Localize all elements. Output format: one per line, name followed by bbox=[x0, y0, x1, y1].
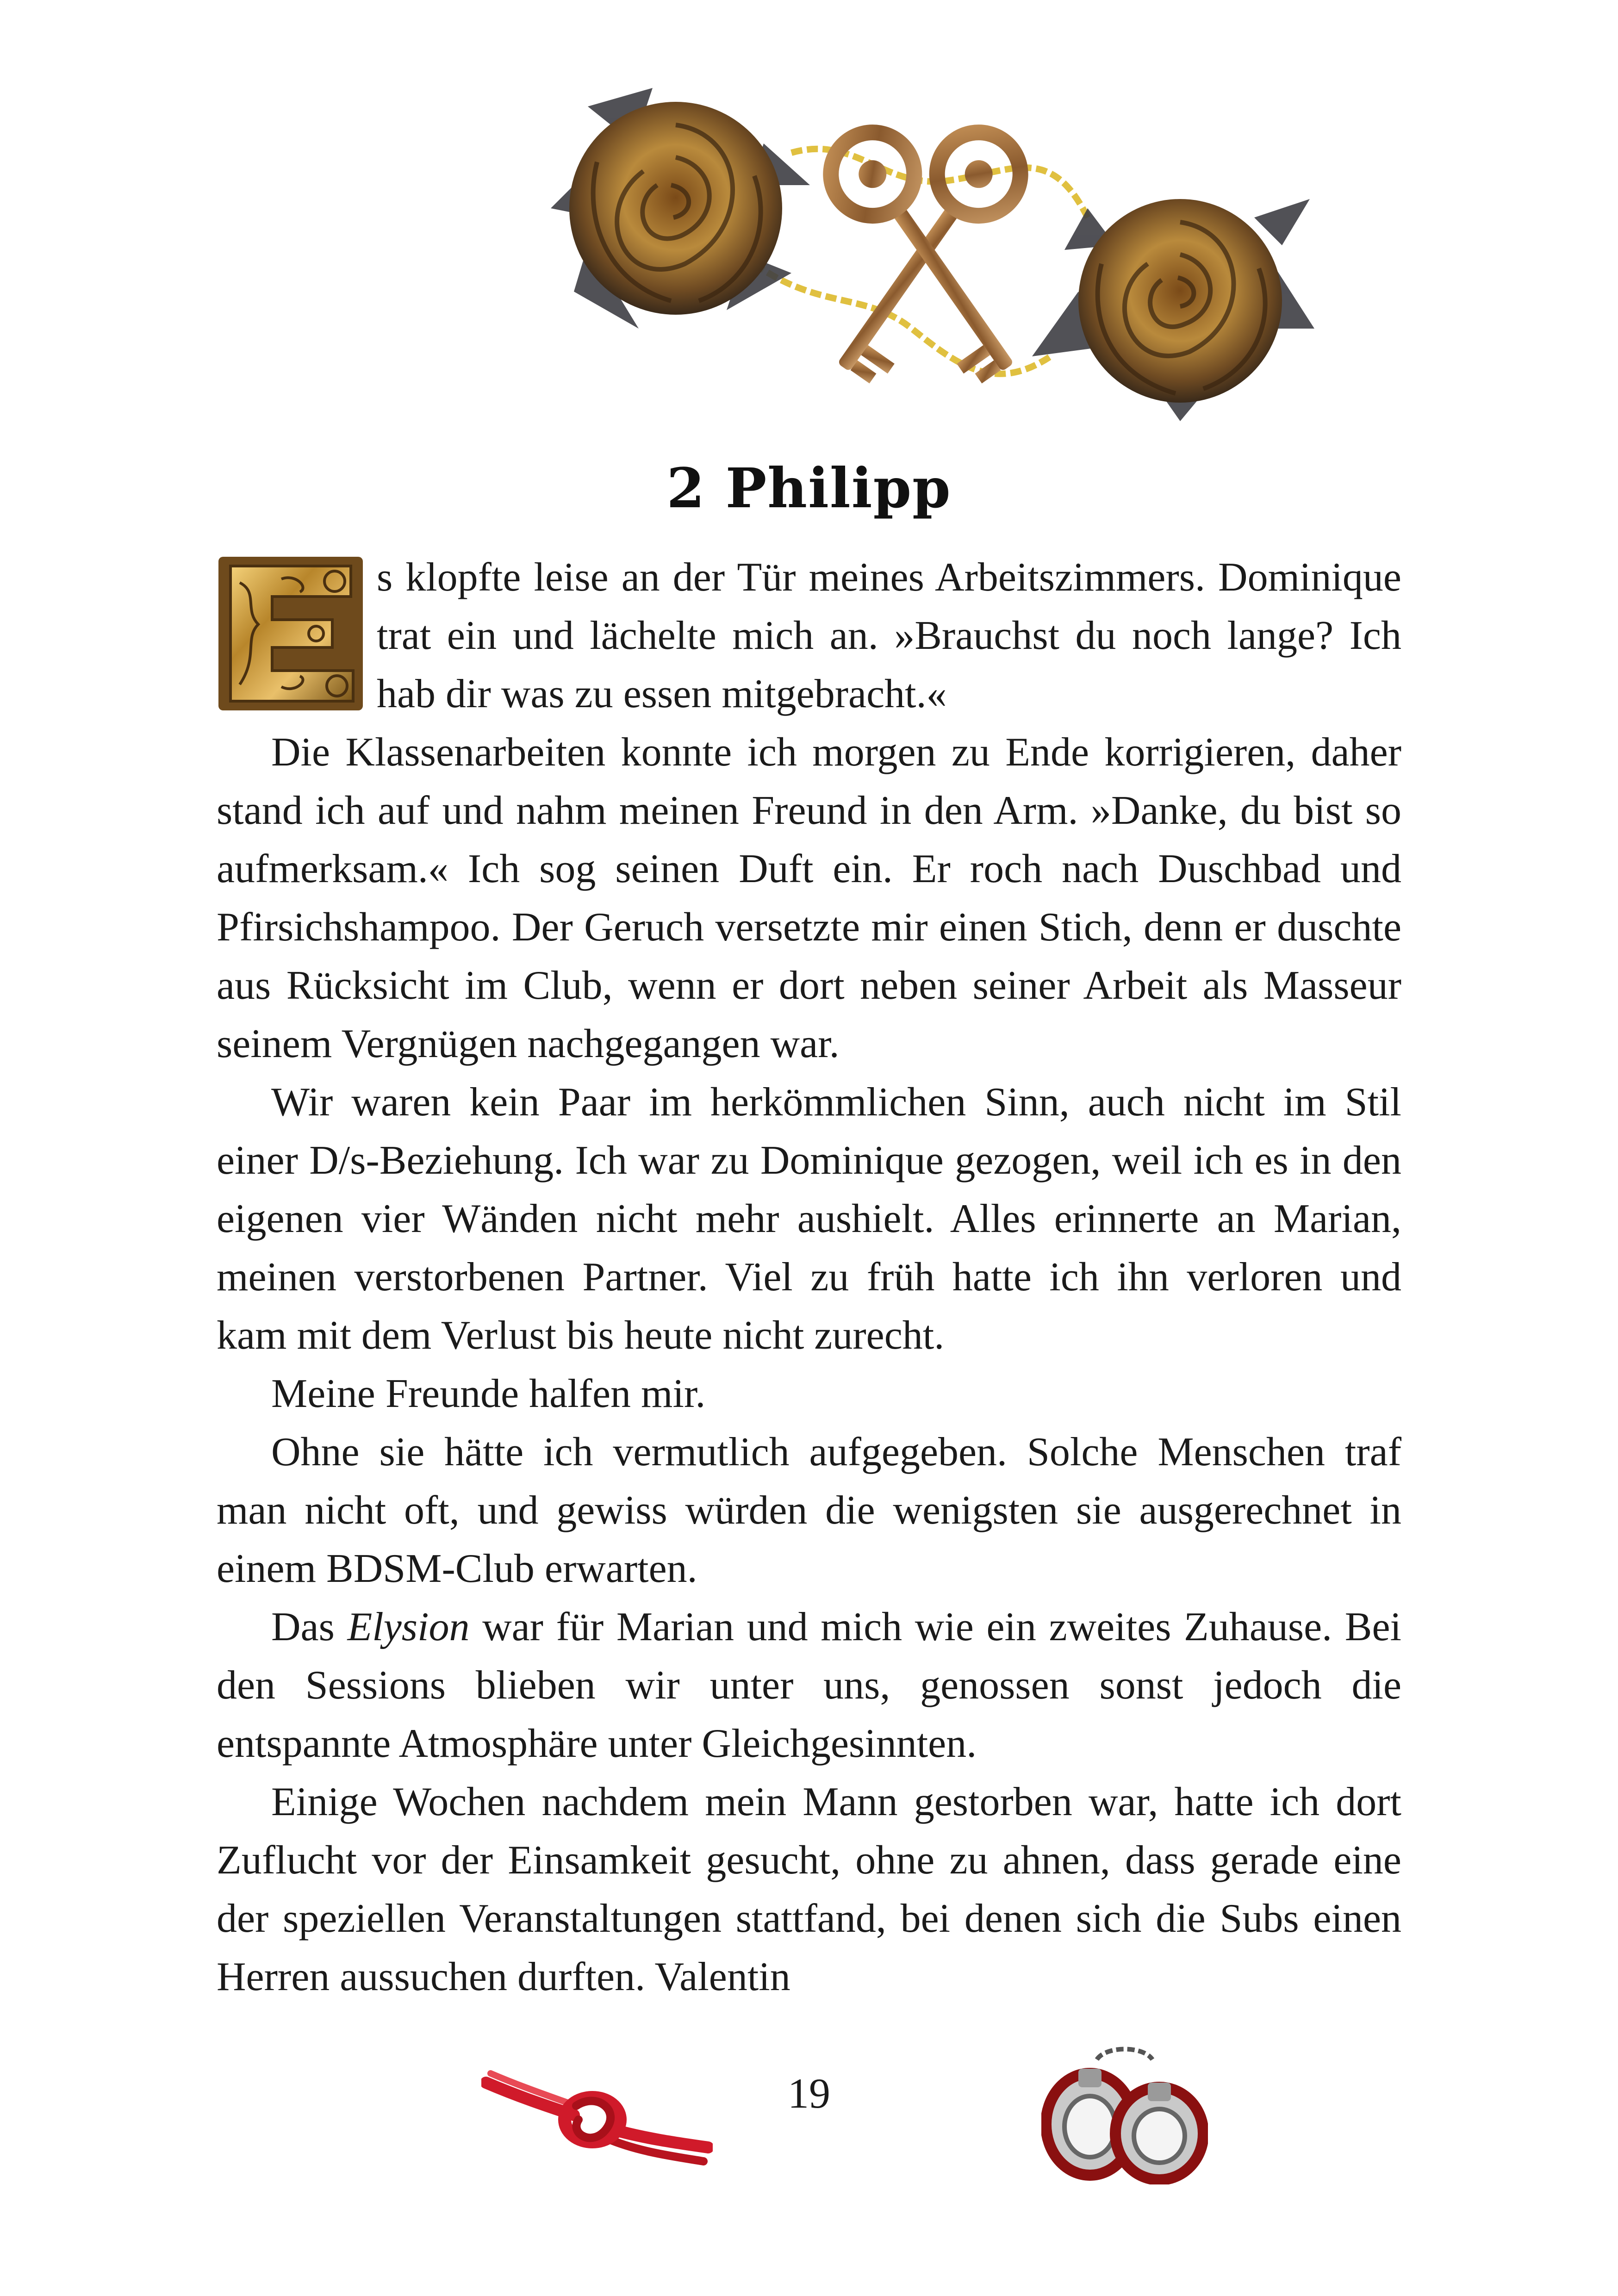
paragraph-1 bbox=[217, 548, 1401, 723]
paragraph-3: Wir waren kein Paar im herkömmlichen Sinn, auch nicht im Stil einer D/s-Beziehung. Ich war zu Dominique gezogen, weil ich es in den eigenen vier Wänden nicht mehr aushielt. Alles erinnerte an Marian, meinen verstorbenen Partner. Viel zu früh hatte ich ihn verloren und kam mit dem Verlust bis heute nicht zurecht. bbox=[217, 1080, 1401, 1358]
paragraph-1-text: s klopfte leise an der Tür meines Arbeitszimmers. Dominique trat ein und lächelte mich an. »Brauchst du noch lange? Ich hab dir was zu essen mitgebracht.« bbox=[377, 555, 1401, 716]
paragraph-5: Ohne sie hätte ich vermutlich aufgegeben. Solche Menschen traf man nicht oft, und gewiss würden die wenigsten sie ausgerechnet in einem BDSM-Club erwarten. bbox=[217, 1430, 1401, 1591]
chapter-title: 2 Philipp bbox=[666, 456, 952, 520]
body-text bbox=[217, 548, 1401, 2006]
club-name-italic: Elysion bbox=[347, 1605, 470, 1649]
handcuffs-icon bbox=[1041, 2041, 1208, 2184]
paragraph-4: Meine Freunde halfen mir. bbox=[271, 1371, 706, 1416]
page-number: 19 bbox=[788, 2070, 830, 2117]
paragraph-7: Einige Wochen nachdem mein Mann gestorben war, hatte ich dort Zuflucht vor der Einsamkeit gesucht, ohne zu ahnen, dass gerade eine der speziellen Veranstaltungen stattfand, bei denen sich die Subs einen Herren aussuchen durften. Valentin bbox=[217, 1780, 1401, 1999]
paragraph-6-before: Das bbox=[271, 1605, 348, 1649]
paragraph-6 bbox=[217, 1598, 1401, 1773]
golden-ornate-letter-e-icon bbox=[217, 555, 365, 712]
paragraph-2: Die Klassenarbeiten konnte ich morgen zu Ende korrigieren, daher stand ich auf und nahm meinen Freund in den Arm. »Danke, du bist so aufmerksam.« Ich sog seinen Duft ein. Er roch nach Duschbad und Pfirsichshampoo. Der Geruch versetzte mir einen Stich, denn er duschte aus Rücksicht im Club, wenn er dort neben seiner Arbeit als Masseur seinem Vergnügen nachgegangen war. bbox=[217, 730, 1401, 1066]
roses-and-crossed-keys-ornament bbox=[532, 69, 1319, 435]
paragraph-6-after: war für Marian und mich wie ein zweites Zuhause. Bei den Sessions blieben wir unter uns, genossen sonst jedoch die entspannte Atmosphäre unter Gleichgesinnten. bbox=[217, 1605, 1402, 1766]
